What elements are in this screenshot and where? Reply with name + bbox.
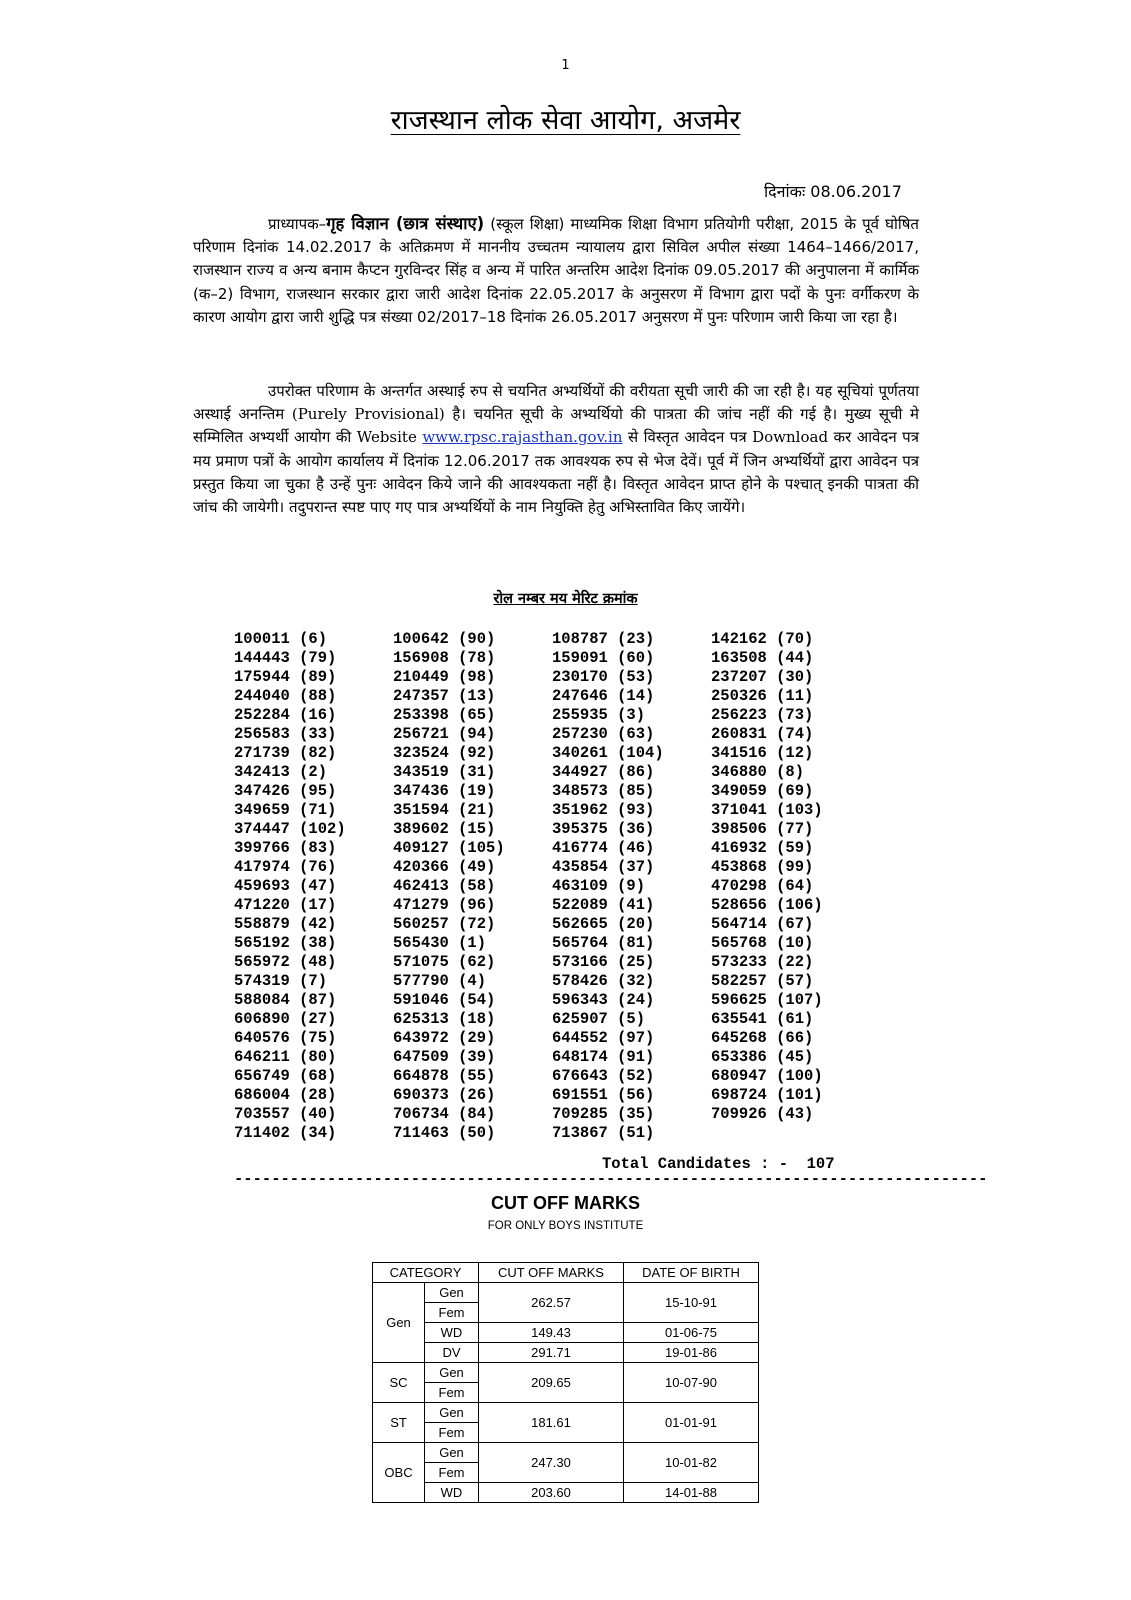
page-number: 1 — [561, 58, 570, 73]
rpsc-website-link[interactable]: www.rpsc.rajasthan.gov.in — [422, 428, 623, 447]
roll-entry: 565430 (1) — [393, 934, 487, 952]
roll-entry: 347426 (95) — [234, 782, 337, 800]
page-title-text: राजस्थान लोक सेवा आयोग, अजमेर — [390, 105, 741, 136]
header-date-of-birth: DATE OF BIRTH — [624, 1263, 759, 1283]
roll-entry: 703557 (40) — [234, 1105, 337, 1123]
roll-entry: 409127 (105) — [393, 839, 505, 857]
roll-entry: 416932 (59) — [711, 839, 814, 857]
roll-row — [234, 1124, 870, 1143]
roll-entry: 395375 (36) — [552, 820, 655, 838]
roll-entry: 644552 (97) — [552, 1029, 655, 1047]
roll-entry: 709285 (35) — [552, 1105, 655, 1123]
roll-entry: 142162 (70) — [711, 630, 814, 648]
roll-entry: 709926 (43) — [711, 1105, 814, 1123]
roll-entry: 664878 (55) — [393, 1067, 496, 1085]
roll-entry: 349059 (69) — [711, 782, 814, 800]
roll-entry: 453868 (99) — [711, 858, 814, 876]
roll-entry: 159091 (60) — [552, 649, 655, 667]
roll-entry: 522089 (41) — [552, 896, 655, 914]
roll-entry: 625907 (5) — [552, 1010, 646, 1028]
provisional-note: (Purely Provisional) — [291, 405, 445, 424]
instructions-part4: कर आवेदन पत्र मय प्रमाण पत्रों के आयोग कार्यालय में दिनांक 12.06.2017 तक आवश्यक रुप से भेज देवें। पूर्व में जिन अभ्यर्थियों द्वारा आवेदन पत्र प्रस्तुत किया जा चुका है उन्हें पुनः आवेदन किये जाने की आवश्यकता नहीं है। विस्तृत आवेदन प्राप्त होने के पश्चात् इनकी पात्रता की जांच की जायेगी। तदुपरान्त स्पष्ट पाए गए पात्र अभ्यर्थियों के नाम नियुक्ति हेतु अभिस्तावित किए जायेंगे। — [193, 428, 919, 517]
roll-list-heading: रोल नम्बर मय मेरिट क्रमांक — [493, 591, 638, 607]
table-row — [373, 1403, 759, 1423]
roll-entry: 420366 (49) — [393, 858, 496, 876]
roll-entry: 582257 (57) — [711, 972, 814, 990]
roll-entry: 588084 (87) — [234, 991, 337, 1009]
roll-row — [234, 820, 870, 839]
roll-entry: 256583 (33) — [234, 725, 337, 743]
dob-cell: 01-01-91 — [624, 1403, 759, 1443]
roll-entry: 462413 (58) — [393, 877, 496, 895]
roll-entry: 573233 (22) — [711, 953, 814, 971]
instructions-part2: है। चयनित सूची के अभ्यर्थियो की पात्रता की जांच नहीं की गई है। मुख्य सूची मे सम्मिलित अभ्यर्थी आयोग की — [193, 405, 919, 447]
roll-entry: 645268 (66) — [711, 1029, 814, 1047]
cutoff-marks-cell: 203.60 — [479, 1483, 624, 1503]
table-row — [373, 1363, 759, 1383]
intro-body: (स्कूल शिक्षा) माध्यमिक शिक्षा विभाग प्रतियोगी परीक्षा, 2015 के पूर्व घोषित परिणाम दिनांक 14.02.2017 के अतिक्रमण में माननीय उच्चतम न्यायालय द्वारा सिविल अपील संख्या 1464–1466/2017, राजस्थान राज्य व अन्य बनाम कैप्टन गुरविन्दर सिंह व अन्य में पारित अन्तरिम आदेश दिनांक 09.05.2017 की अनुपालना में कार्मिक (क–2) विभाग, राजस्थान सरकार द्वारा जारी आदेश दिनांक 22.05.2017 के अनुसरण में विभाग द्वारा पदों के पुनः वर्गीकरण के कारण आयोग द्वारा जारी शुद्धि पत्र संख्या 02/2017–18 दिनांक 26.05.2017 अनुसरण में पुनः परिणाम जारी किया जा रहा है। — [193, 215, 919, 326]
roll-row — [234, 668, 870, 687]
table-row — [373, 1483, 759, 1503]
subcategory-cell: Fem — [425, 1303, 479, 1323]
roll-entry: 244040 (88) — [234, 687, 337, 705]
category-cell: SC — [373, 1363, 425, 1403]
roll-row — [234, 839, 870, 858]
subject-name: गृह विज्ञान (छात्र संस्थाए) — [326, 214, 485, 233]
table-row — [373, 1283, 759, 1303]
subcategory-cell: WD — [425, 1323, 479, 1343]
cutoff-title: CUT OFF MARKS — [491, 1193, 640, 1213]
cutoff-marks-cell: 181.61 — [479, 1403, 624, 1443]
roll-entry: 341516 (12) — [711, 744, 814, 762]
roll-entry: 686004 (28) — [234, 1086, 337, 1104]
roll-entry: 471279 (96) — [393, 896, 496, 914]
table-row — [373, 1343, 759, 1363]
cutoff-marks-cell: 262.57 — [479, 1283, 624, 1323]
roll-entry: 100642 (90) — [393, 630, 496, 648]
roll-entry: 680947 (100) — [711, 1067, 823, 1085]
dob-cell: 15-10-91 — [624, 1283, 759, 1323]
roll-entry: 564714 (67) — [711, 915, 814, 933]
subcategory-cell: Gen — [425, 1283, 479, 1303]
roll-entry: 676643 (52) — [552, 1067, 655, 1085]
roll-entry: 351594 (21) — [393, 801, 496, 819]
roll-entry: 578426 (32) — [552, 972, 655, 990]
subcategory-cell: Gen — [425, 1363, 479, 1383]
subcategory-cell: DV — [425, 1343, 479, 1363]
roll-row — [234, 934, 870, 953]
roll-entry: 463109 (9) — [552, 877, 646, 895]
roll-entry: 713867 (51) — [552, 1124, 655, 1142]
roll-entry: 253398 (65) — [393, 706, 496, 724]
dob-cell: 19-01-86 — [624, 1343, 759, 1363]
roll-row — [234, 1067, 870, 1086]
roll-entry: 398506 (77) — [711, 820, 814, 838]
roll-row — [234, 915, 870, 934]
roll-entry: 558879 (42) — [234, 915, 337, 933]
roll-entry: 349659 (71) — [234, 801, 337, 819]
roll-row — [234, 896, 870, 915]
roll-entry: 573166 (25) — [552, 953, 655, 971]
roll-entry: 646211 (80) — [234, 1048, 337, 1066]
roll-entry: 459693 (47) — [234, 877, 337, 895]
roll-entry: 656749 (68) — [234, 1067, 337, 1085]
roll-entry: 237207 (30) — [711, 668, 814, 686]
roll-entry: 256721 (94) — [393, 725, 496, 743]
roll-entry: 470298 (64) — [711, 877, 814, 895]
roll-entry: 210449 (98) — [393, 668, 496, 686]
roll-entry: 565192 (38) — [234, 934, 337, 952]
roll-entry: 371041 (103) — [711, 801, 823, 819]
roll-entry: 108787 (23) — [552, 630, 655, 648]
cutoff-marks-cell: 291.71 — [479, 1343, 624, 1363]
roll-entry: 698724 (101) — [711, 1086, 823, 1104]
cutoff-marks-cell: 149.43 — [479, 1323, 624, 1343]
roll-entry: 342413 (2) — [234, 763, 328, 781]
roll-entry: 260831 (74) — [711, 725, 814, 743]
roll-entry: 711402 (34) — [234, 1124, 337, 1142]
roll-entry: 640576 (75) — [234, 1029, 337, 1047]
roll-row — [234, 1086, 870, 1105]
table-row — [373, 1323, 759, 1343]
header-cutoff-marks: CUT OFF MARKS — [479, 1263, 624, 1283]
roll-entry: 250326 (11) — [711, 687, 814, 705]
cutoff-header-row — [373, 1263, 759, 1283]
roll-row — [234, 991, 870, 1010]
roll-entry: 691551 (56) — [552, 1086, 655, 1104]
post-prefix: प्राध्यापक– — [268, 215, 327, 233]
roll-row — [234, 782, 870, 801]
cutoff-table — [372, 1262, 759, 1503]
dob-cell: 10-07-90 — [624, 1363, 759, 1403]
roll-entry: 706734 (84) — [393, 1105, 496, 1123]
roll-row — [234, 706, 870, 725]
roll-entry: 374447 (102) — [234, 820, 346, 838]
dob-cell: 14-01-88 — [624, 1483, 759, 1503]
roll-row — [234, 630, 870, 649]
roll-entry: 144443 (79) — [234, 649, 337, 667]
roll-entry: 340261 (104) — [552, 744, 664, 762]
roll-entry: 399766 (83) — [234, 839, 337, 857]
roll-entry: 351962 (93) — [552, 801, 655, 819]
roll-entry: 596625 (107) — [711, 991, 823, 1009]
roll-entry: 389602 (15) — [393, 820, 496, 838]
roll-entry: 347436 (19) — [393, 782, 496, 800]
instructions-part1: उपरोक्त परिणाम के अन्तर्गत अस्थाई रुप से चयनित अभ्यर्थियों की वरीयता सूची जारी की जा रही है। यह सूचियां पूर्णतया अस्थाई अनन्तिम — [193, 382, 919, 424]
roll-row — [234, 953, 870, 972]
intro-paragraph — [193, 212, 919, 329]
subcategory-cell: WD — [425, 1483, 479, 1503]
roll-entry: 163508 (44) — [711, 649, 814, 667]
roll-entry: 344927 (86) — [552, 763, 655, 781]
total-candidates: Total Candidates : - 107 — [602, 1155, 835, 1173]
roll-entry: 230170 (53) — [552, 668, 655, 686]
notice-date: दिनांकः 08.06.2017 — [764, 182, 902, 201]
roll-entry: 560257 (72) — [393, 915, 496, 933]
cutoff-marks-cell: 209.65 — [479, 1363, 624, 1403]
roll-entry: 247357 (13) — [393, 687, 496, 705]
roll-row — [234, 801, 870, 820]
table-row — [373, 1443, 759, 1463]
roll-entry: 346880 (8) — [711, 763, 805, 781]
instructions-part3: से विस्तृत आवेदन पत्र — [622, 428, 753, 447]
roll-row — [234, 763, 870, 782]
roll-entry: 565764 (81) — [552, 934, 655, 952]
roll-entry: 247646 (14) — [552, 687, 655, 705]
roll-entry: 348573 (85) — [552, 782, 655, 800]
subcategory-cell: Gen — [425, 1443, 479, 1463]
roll-entry: 606890 (27) — [234, 1010, 337, 1028]
dob-cell: 10-01-82 — [624, 1443, 759, 1483]
roll-entry: 175944 (89) — [234, 668, 337, 686]
roll-entry: 647509 (39) — [393, 1048, 496, 1066]
download-word: Download — [752, 428, 829, 447]
roll-row — [234, 858, 870, 877]
roll-entry: 435854 (37) — [552, 858, 655, 876]
roll-entry: 100011 (6) — [234, 630, 328, 648]
roll-entry: 565972 (48) — [234, 953, 337, 971]
roll-row — [234, 1048, 870, 1067]
roll-row — [234, 687, 870, 706]
roll-entry: 635541 (61) — [711, 1010, 814, 1028]
roll-entry: 271739 (82) — [234, 744, 337, 762]
roll-entry: 252284 (16) — [234, 706, 337, 724]
roll-entry: 596343 (24) — [552, 991, 655, 1009]
roll-entry: 690373 (26) — [393, 1086, 496, 1104]
roll-entry: 648174 (91) — [552, 1048, 655, 1066]
roll-row — [234, 1105, 870, 1124]
roll-row — [234, 649, 870, 668]
cutoff-marks-cell: 247.30 — [479, 1443, 624, 1483]
roll-entry: 577790 (4) — [393, 972, 487, 990]
roll-entry: 528656 (106) — [711, 896, 823, 914]
subcategory-cell: Fem — [425, 1463, 479, 1483]
category-cell: OBC — [373, 1443, 425, 1503]
category-cell: ST — [373, 1403, 425, 1443]
website-word: Website — [356, 428, 417, 447]
roll-entry: 571075 (62) — [393, 953, 496, 971]
roll-entry: 156908 (78) — [393, 649, 496, 667]
roll-row — [234, 1029, 870, 1048]
cutoff-subtitle: FOR ONLY BOYS INSTITUTE — [487, 1220, 644, 1232]
dob-cell: 01-06-75 — [624, 1323, 759, 1343]
roll-entry: 343519 (31) — [393, 763, 496, 781]
roll-entry: 625313 (18) — [393, 1010, 496, 1028]
roll-entry: 565768 (10) — [711, 934, 814, 952]
roll-row — [234, 1010, 870, 1029]
roll-entry: 574319 (7) — [234, 972, 328, 990]
header-category: CATEGORY — [373, 1263, 479, 1283]
page-title — [0, 100, 1131, 137]
roll-entry: 417974 (76) — [234, 858, 337, 876]
roll-entry: 256223 (73) — [711, 706, 814, 724]
subcategory-cell: Fem — [425, 1423, 479, 1443]
roll-row — [234, 877, 870, 896]
roll-number-list — [234, 630, 870, 1143]
roll-row — [234, 972, 870, 991]
subcategory-cell: Fem — [425, 1383, 479, 1403]
roll-entry: 255935 (3) — [552, 706, 646, 724]
roll-entry: 471220 (17) — [234, 896, 337, 914]
roll-entry: 643972 (29) — [393, 1029, 496, 1047]
roll-entry: 562665 (20) — [552, 915, 655, 933]
roll-entry: 591046 (54) — [393, 991, 496, 1009]
roll-entry: 711463 (50) — [393, 1124, 496, 1142]
roll-entry: 653386 (45) — [711, 1048, 814, 1066]
roll-row — [234, 725, 870, 744]
roll-entry: 323524 (92) — [393, 744, 496, 762]
roll-entry: 257230 (63) — [552, 725, 655, 743]
category-cell: Gen — [373, 1283, 425, 1363]
instructions-paragraph — [193, 380, 919, 519]
roll-entry: 416774 (46) — [552, 839, 655, 857]
subcategory-cell: Gen — [425, 1403, 479, 1423]
roll-row — [234, 744, 870, 763]
separator-line: --------------------------------------------------------------------------------- — [234, 1170, 988, 1188]
